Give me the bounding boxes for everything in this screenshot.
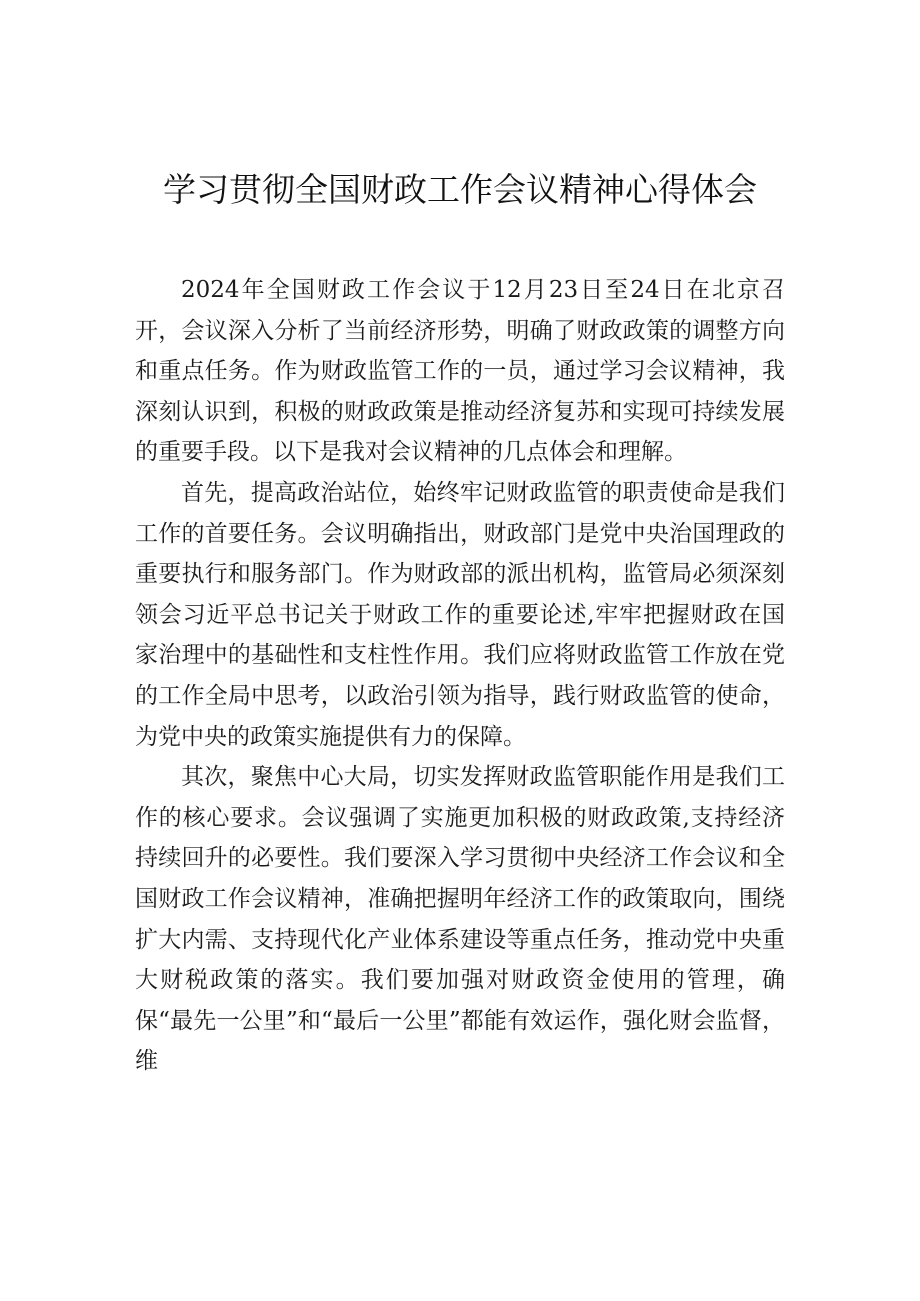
paragraph-first-point: 首先，提高政治站位，始终牢记财政监管的职责使命是我们工作的首要任务。会议明确指出，财政部门是党中央治国理政的重要执行和服务部门。作为财政部的派出机构，监管局必须深刻领会习近平总书记关于财政工作的重要论述,牢牢把握财政在国家治理中的基础性和支柱性作用。我们应将财政监管工作放在党的工作全局中思考，以政治引领为指导，践行财政监管的使命，为党中央的政策实施提供有力的保障。 [135, 479, 785, 750]
paragraph-intro: 2024年全国财政工作会议于12月23日至24日在北京召开，会议深入分析了当前经济形势，明确了财政政策的调整方向和重点任务。作为财政监管工作的一员，通过学习会议精神，我深刻认识到，积极的财政政策是推动经济复苏和实现可持续发展的重要手段。以下是我对会议精神的几点体会和理解。 [135, 277, 785, 466]
document-body [135, 270, 785, 1082]
page-title: 学习贯彻全国财政工作会议精神心得体会 [163, 170, 757, 209]
paragraph-second-point: 其次，聚焦中心大局，切实发挥财政监管职能作用是我们工作的核心要求。会议强调了实施更加积极的财政政策,支持经济持续回升的必要性。我们要深入学习贯彻中央经济工作会议和全国财政工作会议精神，准确把握明年经济工作的政策取向，围绕扩大内需、支持现代化产业体系建设等重点任务，推动党中央重大财税政策的落实。我们要加强对财政资金使用的管理，确保“最先一公里”和“最后一公里”都能有效运作，强化财会监督，维 [135, 764, 785, 1075]
